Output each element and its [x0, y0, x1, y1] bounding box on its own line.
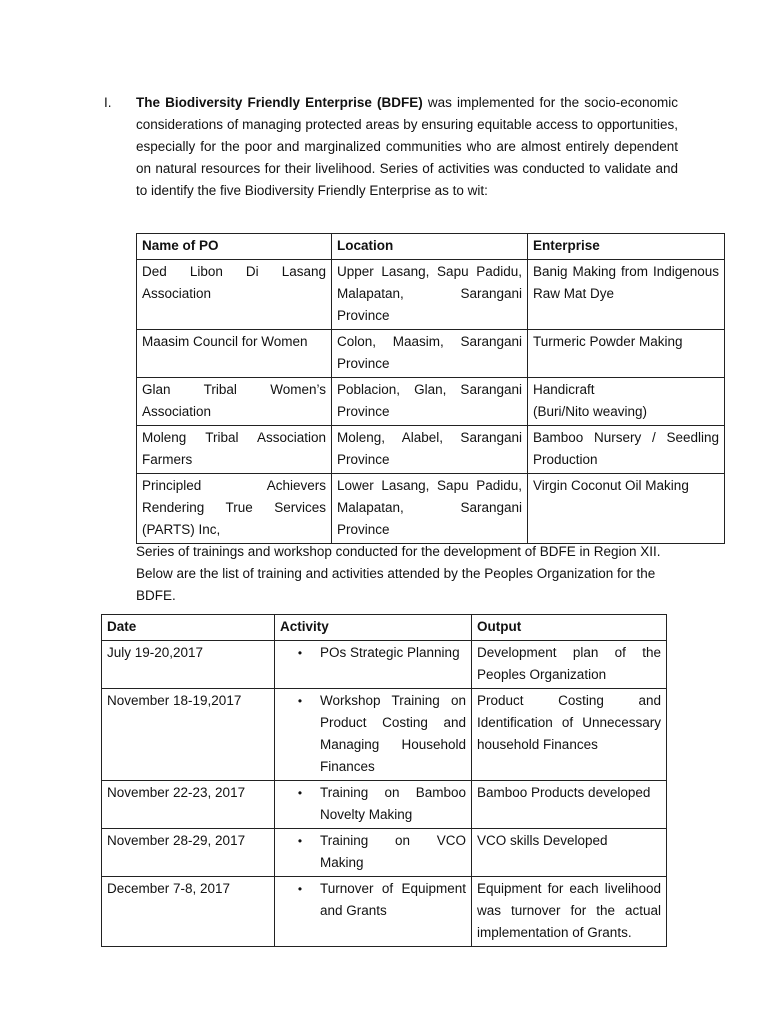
po-name: Moleng Tribal Association Farmers [137, 426, 332, 474]
training-activity-text: Turnover of Equipment and Grants [320, 881, 466, 918]
po-location: Moleng, Alabel, Sarangani Province [332, 426, 528, 474]
training-activity-text: Training on VCO Making [320, 833, 466, 870]
training-date: November 22-23, 2017 [102, 781, 275, 829]
table-row [137, 474, 725, 544]
table-row [137, 378, 725, 426]
po-name: Principled Achievers Rendering True Services (PARTS) Inc, [137, 474, 332, 544]
po-table [136, 233, 725, 544]
po-location: Poblacion, Glan, Sarangani Province [332, 378, 528, 426]
po-location: Colon, Maasim, Sarangani Province [332, 330, 528, 378]
bullet-icon: • [297, 834, 303, 848]
po-name: Glan Tribal Women’s Association [137, 378, 332, 426]
bullet-icon: • [297, 882, 303, 896]
training-activity-text: POs Strategic Planning [320, 645, 460, 660]
training-date: July 19-20,2017 [102, 641, 275, 689]
training-activity [275, 829, 472, 877]
training-activity-text: Training on Bamboo Novelty Making [320, 785, 466, 822]
table-row [102, 641, 667, 689]
po-enterprise: Banig Making from Indigenous Raw Mat Dye [528, 260, 725, 330]
trainings-paragraph: Series of trainings and workshop conducted for the development of BDFE in Region XII. Below are the list of training and activities attended by the Peoples Organization for the BDFE. [136, 544, 661, 603]
section-number: I. [104, 95, 112, 110]
po-table-header-row [137, 234, 725, 260]
training-output: VCO skills Developed [472, 829, 667, 877]
training-activity [275, 877, 472, 947]
table-row [137, 426, 725, 474]
bullet-icon: • [297, 646, 303, 660]
po-enterprise: Virgin Coconut Oil Making [528, 474, 725, 544]
bullet-icon: • [297, 694, 303, 708]
table-row [102, 877, 667, 947]
training-header-date: Date [102, 615, 275, 641]
bullet-icon: • [297, 786, 303, 800]
training-date: November 28-29, 2017 [102, 829, 275, 877]
section-one [104, 92, 678, 202]
po-enterprise [528, 378, 725, 426]
table-row [102, 781, 667, 829]
training-table-header-row [102, 615, 667, 641]
training-output: Product Costing and Identification of Unnecessary household Finances [472, 689, 667, 781]
intro-body: was implemented for the socio-economic considerations of managing protected areas by ensuring equitable access to opportunities, especially for the poor and marginalized communities who are almost entirely dependent on natural resources for their livelihood. Series of activities was conducted to validate and to identify the five Biodiversity Friendly Enterprise as to wit: [136, 95, 679, 198]
intro-title: The Biodiversity Friendly Enterprise (BDFE) [136, 95, 423, 110]
po-header-enterprise: Enterprise [528, 234, 725, 260]
po-enterprise-line-2: (Buri/Nito weaving) [533, 404, 648, 419]
training-table [101, 614, 667, 947]
training-date: November 18-19,2017 [102, 689, 275, 781]
training-output: Equipment for each livelihood was turnover for the actual implementation of Grants. [472, 877, 667, 947]
training-date: December 7-8, 2017 [102, 877, 275, 947]
table-row [137, 260, 725, 330]
training-activity-text: Workshop Training on Product Costing and Managing Household Finances [320, 693, 466, 774]
training-output: Development plan of the Peoples Organization [472, 641, 667, 689]
intro-paragraph [136, 92, 678, 202]
po-enterprise: Turmeric Powder Making [528, 330, 725, 378]
po-enterprise: Bamboo Nursery / Seedling Production [528, 426, 725, 474]
po-header-name: Name of PO [137, 234, 332, 260]
training-activity [275, 641, 472, 689]
po-enterprise-line-1: Handicraft [533, 382, 595, 397]
table-row [102, 829, 667, 877]
training-output: Bamboo Products developed [472, 781, 667, 829]
table-row [102, 689, 667, 781]
po-name: Maasim Council for Women [137, 330, 332, 378]
po-name: Ded Libon Di Lasang Association [137, 260, 332, 330]
po-header-location: Location [332, 234, 528, 260]
training-header-output: Output [472, 615, 667, 641]
training-header-activity: Activity [275, 615, 472, 641]
training-activity [275, 781, 472, 829]
po-location: Upper Lasang, Sapu Padidu, Malapatan, Sarangani Province [332, 260, 528, 330]
table-row [137, 330, 725, 378]
po-location: Lower Lasang, Sapu Padidu, Malapatan, Sarangani Province [332, 474, 528, 544]
training-activity [275, 689, 472, 781]
